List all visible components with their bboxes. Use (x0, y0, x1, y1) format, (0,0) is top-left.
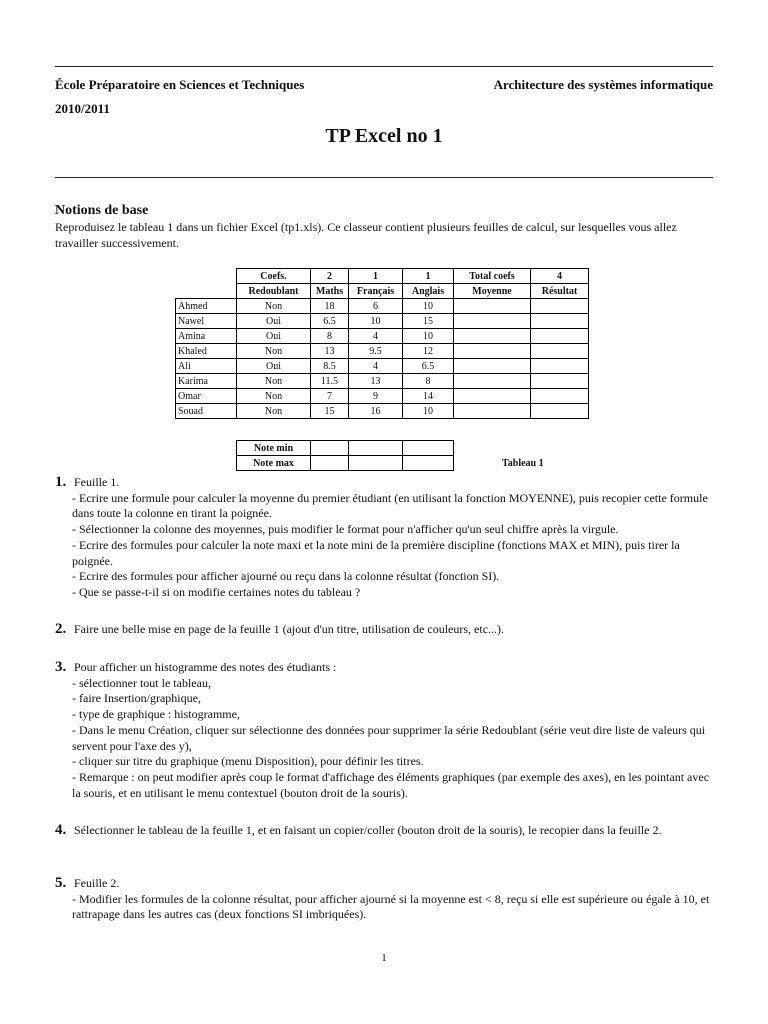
table-row (237, 456, 454, 471)
grades-table (175, 268, 589, 419)
table-corner (176, 284, 237, 299)
table-cell (531, 314, 589, 329)
student-name-cell: Khaled (176, 344, 237, 359)
table-row (176, 359, 589, 374)
table-cell (311, 456, 349, 471)
exercise-step: - Modifier les formules de la colonne résultat, pour afficher ajourné si la moyenne est < 8, reçu si elle est supérieure ou égale à 10, et rattrapage dans les autres cas (deux fonctions SI imbriquées). (72, 891, 710, 922)
table-cell (403, 456, 454, 471)
table-corner (176, 269, 237, 284)
header-cell: Anglais (403, 284, 454, 299)
table-cell: 10 (403, 329, 454, 344)
exercise-number: 3. (55, 659, 67, 675)
table-caption: Tableau 1 (502, 458, 544, 469)
table-cell (531, 404, 589, 419)
table-cell (349, 456, 403, 471)
academic-year: 2010/2011 (55, 101, 110, 116)
table-cell: 6.5 (311, 314, 349, 329)
exercise-item (55, 823, 715, 839)
table-cell: 8 (311, 329, 349, 344)
table-cell (531, 389, 589, 404)
header-cell: Redoublant (237, 284, 311, 299)
table-row (176, 344, 589, 359)
note-rows (237, 441, 454, 471)
table-cell (454, 359, 531, 374)
table-row (176, 404, 589, 419)
table-cell: 8 (403, 374, 454, 389)
table-cell: 13 (311, 344, 349, 359)
header-cell: Moyenne (454, 284, 531, 299)
table-cell: 4 (349, 329, 403, 344)
exercise-heading-text: Feuille 2. (74, 876, 120, 890)
title-rule (55, 177, 713, 178)
exercise-number: 5. (55, 875, 67, 891)
exercise-step: - Que se passe-t-il si on modifie certaines notes du tableau ? (72, 584, 361, 599)
school-name: École Préparatoire en Sciences et Techniques (55, 77, 305, 92)
table-row (176, 329, 589, 344)
exercise-step: - Ecrire des formules pour calculer la note maxi et la note mini de la première discipline (fonctions MAX et MIN), puis tirer la poignée. (72, 537, 680, 568)
table-cell: 4 (349, 359, 403, 374)
exercise-step: - Dans le menu Création, cliquer sur sélectionne des données pour supprimer la série Redoublant (série veut dire liste de valeurs qui servent pour l'axe des y), (72, 722, 706, 753)
table-cell: 15 (403, 314, 454, 329)
exercise-heading-text: Pour afficher un histogramme des notes des étudiants : (74, 660, 337, 674)
exercise-item (55, 660, 715, 801)
exercise-item (55, 475, 715, 601)
table-header-row-1 (176, 269, 589, 284)
exercise-heading (55, 475, 715, 491)
notes-table (236, 440, 454, 471)
exercise-item (55, 876, 715, 923)
document-title: TP Excel no 1 (325, 125, 443, 147)
grade-rows (176, 299, 589, 419)
table-cell (403, 441, 454, 456)
table-row (176, 314, 589, 329)
table-cell (311, 441, 349, 456)
student-name-cell: Souad (176, 404, 237, 419)
header-cell: Résultat (531, 284, 589, 299)
table-cell: 13 (349, 374, 403, 389)
table-cell (531, 374, 589, 389)
table-cell: 6.5 (403, 359, 454, 374)
exercise-step: - Sélectionner la colonne des moyennes, puis modifier le format pour n'afficher qu'un seul chiffre après la virgule. (72, 522, 619, 537)
table-cell: 14 (403, 389, 454, 404)
exercise-step: - Ecrire une formule pour calculer la moyenne du premier étudiant (en utilisant la fonction MOYENNE), puis recopier cette formule dans toute la colonne en tirant la poignée. (72, 490, 708, 521)
header-cell: Coefs. (237, 269, 311, 284)
header-cell: Total coefs (454, 269, 531, 284)
table-cell (454, 344, 531, 359)
table-cell: 11.5 (311, 374, 349, 389)
student-name-cell: Karima (176, 374, 237, 389)
note-label-cell: Note max (237, 456, 311, 471)
table-cell (531, 329, 589, 344)
section-title: Notions de base (55, 203, 149, 218)
table-cell (531, 359, 589, 374)
table-cell (531, 299, 589, 314)
table-cell: 10 (403, 299, 454, 314)
section-intro: Reproduisez le tableau 1 dans un fichier Excel (tp1.xls). Ce classeur contient plusieurs feuilles de calcul, sur lesquelles vous allez travailler successivement. (55, 220, 677, 250)
header-cell: Maths (311, 284, 349, 299)
table-row (237, 441, 454, 456)
table-cell: 12 (403, 344, 454, 359)
table-cell (454, 314, 531, 329)
table-cell: 15 (311, 404, 349, 419)
exercise-step: - cliquer sur titre du graphique (menu Disposition), pour définir les titres. (72, 754, 424, 769)
exercise-heading (55, 660, 715, 676)
exercise-heading-text: Feuille 1. (74, 475, 120, 489)
table-cell: Non (237, 299, 311, 314)
exercise-number: 1. (55, 474, 67, 490)
student-name-cell: Nawel (176, 314, 237, 329)
table-cell: 7 (311, 389, 349, 404)
table-row (176, 374, 589, 389)
table-cell: 9 (349, 389, 403, 404)
page-number: 1 (381, 952, 387, 964)
table-cell: Non (237, 374, 311, 389)
header-cell: 1 (349, 269, 403, 284)
exercise-heading (55, 622, 715, 638)
table-cell: Oui (237, 314, 311, 329)
table-row (176, 389, 589, 404)
header-cell: Français (349, 284, 403, 299)
table-cell: Oui (237, 329, 311, 344)
table-cell: 6 (349, 299, 403, 314)
exercise-step: - faire Insertion/graphique, (72, 691, 201, 706)
exercise-number: 2. (55, 621, 67, 637)
student-name-cell: Omar (176, 389, 237, 404)
table-row (176, 299, 589, 314)
exercise-number: 4. (55, 822, 67, 838)
table-cell (531, 344, 589, 359)
table-cell: Non (237, 389, 311, 404)
exercise-item (55, 622, 715, 638)
exercise-heading (55, 876, 715, 892)
table-cell (349, 441, 403, 456)
student-name-cell: Ali (176, 359, 237, 374)
table-cell: Non (237, 344, 311, 359)
table-cell (454, 389, 531, 404)
table-cell (454, 329, 531, 344)
table-cell: Non (237, 404, 311, 419)
table-cell: 18 (311, 299, 349, 314)
table-cell: 10 (403, 404, 454, 419)
table-cell: Oui (237, 359, 311, 374)
table-cell: 9.5 (349, 344, 403, 359)
exercise-step: - sélectionner tout le tableau, (72, 675, 211, 690)
table-cell (454, 374, 531, 389)
exercise-step: - type de graphique : histogramme, (72, 707, 240, 722)
exercise-step: - Ecrire des formules pour afficher ajourné ou reçu dans la colonne résultat (fonction SI). (72, 569, 500, 584)
table-header-row-2 (176, 284, 589, 299)
course-name: Architecture des systèmes informatique (493, 77, 713, 92)
exercise-step: - Remarque : on peut modifier après coup le format d'affichage des éléments graphiques (par exemple des axes), en les pointant avec la souris, et en utilisant le menu contextuel (bouton droit de la souris). (72, 769, 710, 800)
exercise-heading (55, 823, 715, 839)
exercise-heading-text: Faire une belle mise en page de la feuille 1 (ajout d'un titre, utilisation de couleurs, etc...). (74, 622, 505, 636)
table-cell: 16 (349, 404, 403, 419)
exercise-heading-text: Sélectionner le tableau de la feuille 1, et en faisant un copier/coller (bouton droit de la souris), le recopier dans la feuille 2. (74, 823, 662, 837)
student-name-cell: Ahmed (176, 299, 237, 314)
table-cell (454, 404, 531, 419)
student-name-cell: Amina (176, 329, 237, 344)
table-cell: 8.5 (311, 359, 349, 374)
note-label-cell: Note min (237, 441, 311, 456)
header-cell: 2 (311, 269, 349, 284)
header-cell: 4 (531, 269, 589, 284)
table-cell (454, 299, 531, 314)
table-cell: 10 (349, 314, 403, 329)
header-cell: 1 (403, 269, 454, 284)
top-rule (55, 66, 713, 67)
